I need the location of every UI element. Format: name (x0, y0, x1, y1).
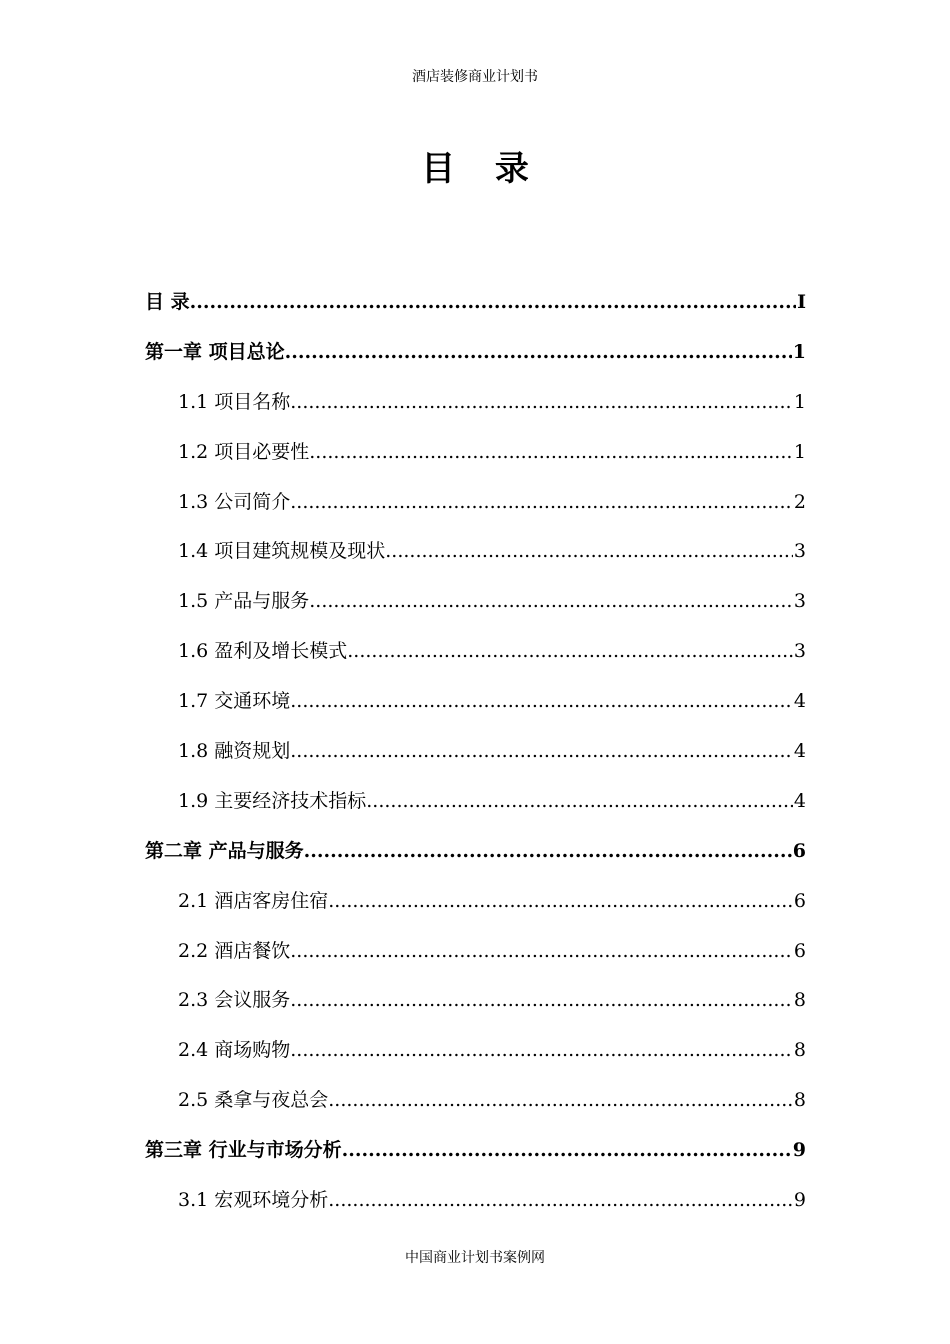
toc-entry-label: 1.2 项目必要性 (178, 440, 310, 463)
toc-entry-label: 1.3 公司简介 (178, 490, 291, 513)
toc-entry[interactable] (145, 583, 806, 633)
toc-page-number: 8 (793, 989, 806, 1012)
toc-page-number: I (797, 291, 806, 313)
toc-entry[interactable] (145, 883, 806, 933)
toc-page-number: 3 (793, 540, 806, 563)
toc-leader-dots (304, 833, 792, 869)
toc-entry[interactable] (145, 434, 806, 484)
toc-leader-dots (328, 1182, 793, 1218)
toc-page-number: 1 (793, 390, 806, 413)
toc-entry-label: 1.7 交通环境 (178, 690, 291, 713)
toc-entry[interactable] (145, 1182, 806, 1232)
page-footer: 中国商业计划书案例网 (405, 1250, 545, 1266)
toc-leader-dots (309, 583, 793, 619)
toc-leader-dots (347, 633, 793, 669)
toc-entry[interactable] (145, 833, 806, 883)
toc-entry[interactable] (145, 683, 806, 733)
toc-page-number: 9 (793, 1189, 806, 1212)
toc-page-number: 4 (793, 690, 806, 713)
toc-leader-dots (290, 982, 793, 1018)
toc-entry[interactable] (145, 1032, 806, 1082)
page-title: 目 录 (421, 149, 543, 189)
toc-leader-dots (290, 933, 793, 969)
toc-leader-dots (190, 284, 796, 320)
toc-entry[interactable] (145, 1132, 806, 1182)
toc-leader-dots (366, 783, 793, 819)
toc-entry[interactable] (145, 533, 806, 583)
toc-leader-dots (328, 1082, 793, 1118)
toc-page-number: 1 (793, 440, 806, 463)
toc-page-number: 1 (792, 340, 806, 363)
toc-leader-dots (290, 484, 793, 520)
toc-entry-label: 1.9 主要经济技术指标 (178, 789, 367, 812)
toc-leader-dots (290, 1032, 793, 1068)
toc-entry[interactable] (145, 783, 806, 833)
toc-page-number: 3 (793, 640, 806, 663)
toc-entry[interactable] (145, 1082, 806, 1132)
toc-leader-dots (385, 533, 793, 569)
toc-entry-label: 第三章 行业与市场分析 (145, 1139, 342, 1162)
toc-entry-label: 2.3 会议服务 (178, 989, 291, 1012)
toc-leader-dots (309, 434, 793, 470)
toc-leader-dots (328, 883, 793, 919)
toc-leader-dots (290, 733, 793, 769)
toc-entry[interactable] (145, 933, 806, 983)
toc-page-number: 6 (793, 889, 806, 912)
toc-entry-label: 2.2 酒店餐饮 (178, 939, 291, 962)
toc-page-number: 4 (793, 789, 806, 812)
toc-page-number: 8 (793, 1089, 806, 1112)
toc-leader-dots (342, 1132, 792, 1168)
toc-leader-dots (290, 384, 793, 420)
toc-leader-dots (285, 334, 792, 370)
page-header: 酒店装修商业计划书 (412, 69, 538, 85)
toc-entry-label: 1.5 产品与服务 (178, 590, 310, 613)
toc-entry-label: 2.1 酒店客房住宿 (178, 889, 329, 912)
table-of-contents (145, 284, 806, 1232)
toc-entry-label: 第一章 项目总论 (145, 340, 285, 363)
toc-entry[interactable] (145, 384, 806, 434)
toc-entry-label: 2.4 商场购物 (178, 1039, 291, 1062)
toc-entry-label: 1.4 项目建筑规模及现状 (178, 540, 386, 563)
toc-entry-label: 3.1 宏观环境分析 (178, 1189, 329, 1212)
toc-page-number: 8 (793, 1039, 806, 1062)
toc-entry[interactable] (145, 334, 806, 384)
toc-entry-label: 1.8 融资规划 (178, 740, 291, 763)
toc-page-number: 2 (793, 490, 806, 513)
toc-page-number: 6 (792, 839, 806, 862)
toc-leader-dots (290, 683, 793, 719)
toc-page-number: 3 (793, 590, 806, 613)
toc-entry[interactable] (145, 484, 806, 534)
toc-entry[interactable] (145, 284, 806, 334)
toc-entry-label: 2.5 桑拿与夜总会 (178, 1089, 329, 1112)
toc-entry[interactable] (145, 733, 806, 783)
toc-entry[interactable] (145, 633, 806, 683)
toc-page-number: 9 (792, 1139, 806, 1162)
toc-entry-label: 目 录 (145, 291, 190, 313)
toc-entry[interactable] (145, 982, 806, 1032)
toc-entry-label: 第二章 产品与服务 (145, 839, 304, 862)
toc-entry-label: 1.6 盈利及增长模式 (178, 640, 348, 663)
toc-entry-label: 1.1 项目名称 (178, 390, 291, 413)
toc-page-number: 6 (793, 939, 806, 962)
toc-page-number: 4 (793, 740, 806, 763)
